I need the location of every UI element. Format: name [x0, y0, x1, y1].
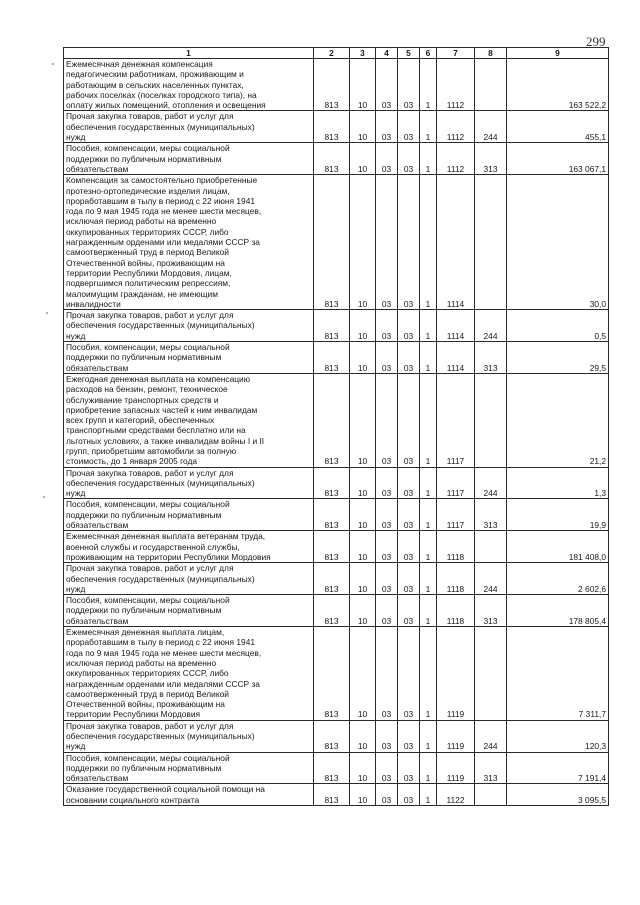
cell-target-code: 1117 [437, 499, 475, 531]
cell-amount: 21,2 [507, 373, 609, 467]
column-header: 5 [398, 48, 420, 59]
cell-expense-type-code: 313 [475, 342, 507, 374]
cell-subprogram-code: 1 [420, 499, 437, 531]
cell-program-code: 03 [398, 467, 420, 499]
table-row [64, 595, 609, 627]
cell-subsection-code: 03 [376, 59, 398, 111]
cell-ministry-code: 813 [314, 342, 350, 374]
cell-expense-type-code [475, 59, 507, 111]
cell-amount: 120,3 [507, 720, 609, 752]
table-row [64, 342, 609, 374]
cell-expense-type-code: 313 [475, 499, 507, 531]
cell-section-code: 10 [350, 373, 376, 467]
row-description: Прочая закупка товаров, работ и услуг для обеспечения государственных (муниципальных) нужд [64, 563, 314, 595]
cell-section-code: 10 [350, 111, 376, 143]
cell-amount: 163 522,2 [507, 59, 609, 111]
cell-section-code: 10 [350, 342, 376, 374]
cell-amount: 7 311,7 [507, 627, 609, 721]
cell-subsection-code: 03 [376, 627, 398, 721]
cell-subsection-code: 03 [376, 531, 398, 563]
cell-subsection-code: 03 [376, 467, 398, 499]
cell-section-code: 10 [350, 175, 376, 310]
cell-amount: 181 408,0 [507, 531, 609, 563]
cell-subprogram-code: 1 [420, 752, 437, 784]
cell-section-code: 10 [350, 531, 376, 563]
cell-target-code: 1119 [437, 627, 475, 721]
row-description: Ежемесячная денежная компенсация педагогическим работникам, проживающим и работающим в сельских населенных пунктах, рабочих поселках (поселках городского типа), на оплату жилых помещений, отопления и освещения [64, 59, 314, 111]
scan-speck [52, 63, 54, 65]
cell-subprogram-code: 1 [420, 310, 437, 342]
cell-expense-type-code: 313 [475, 595, 507, 627]
column-header: 6 [420, 48, 437, 59]
cell-target-code: 1112 [437, 143, 475, 175]
cell-expense-type-code: 244 [475, 310, 507, 342]
row-description: Компенсация за самостоятельно приобретенные протезно-ортопедические изделия лицам, проработавшим в тылу в период с 22 июня 1941 года по 9 мая 1945 года не менее шести месяцев, исключая период работы на временно оккупированных территориях СССР, либо награжденным орденами или медалями СССР за самоотверженный труд в период Великой Отечественной войны, проживающим на территории Республики Мордовия, лицам, подвергшимся политическим репрессиям, малоимущим гражданам, не имеющим инвалидности [64, 175, 314, 310]
cell-ministry-code: 813 [314, 499, 350, 531]
cell-program-code: 03 [398, 627, 420, 721]
cell-subprogram-code: 1 [420, 342, 437, 374]
cell-target-code: 1118 [437, 563, 475, 595]
cell-subsection-code: 03 [376, 563, 398, 595]
cell-ministry-code: 813 [314, 59, 350, 111]
cell-program-code: 03 [398, 752, 420, 784]
cell-target-code: 1117 [437, 467, 475, 499]
cell-expense-type-code [475, 373, 507, 467]
cell-subsection-code: 03 [376, 342, 398, 374]
cell-subsection-code: 03 [376, 111, 398, 143]
row-description: Прочая закупка товаров, работ и услуг для обеспечения государственных (муниципальных) нужд [64, 111, 314, 143]
cell-ministry-code: 813 [314, 111, 350, 143]
table-row [64, 720, 609, 752]
cell-subsection-code: 03 [376, 373, 398, 467]
table-row [64, 175, 609, 310]
cell-target-code: 1114 [437, 175, 475, 310]
row-description: Пособия, компенсации, меры социальной поддержки по публичным нормативным обязательствам [64, 752, 314, 784]
cell-program-code: 03 [398, 59, 420, 111]
cell-ministry-code: 813 [314, 531, 350, 563]
cell-subsection-code: 03 [376, 595, 398, 627]
cell-program-code: 03 [398, 175, 420, 310]
cell-expense-type-code: 244 [475, 111, 507, 143]
cell-target-code: 1119 [437, 720, 475, 752]
cell-subprogram-code: 1 [420, 595, 437, 627]
cell-ministry-code: 813 [314, 720, 350, 752]
row-description: Прочая закупка товаров, работ и услуг для обеспечения государственных (муниципальных) нужд [64, 720, 314, 752]
cell-section-code: 10 [350, 563, 376, 595]
column-header: 1 [64, 48, 314, 59]
cell-ministry-code: 813 [314, 784, 350, 806]
cell-amount: 455,1 [507, 111, 609, 143]
cell-subsection-code: 03 [376, 752, 398, 784]
cell-subprogram-code: 1 [420, 373, 437, 467]
cell-subprogram-code: 1 [420, 59, 437, 111]
cell-program-code: 03 [398, 143, 420, 175]
cell-amount: 2 602,6 [507, 563, 609, 595]
cell-amount: 7 191,4 [507, 752, 609, 784]
cell-section-code: 10 [350, 499, 376, 531]
cell-subprogram-code: 1 [420, 531, 437, 563]
cell-section-code: 10 [350, 595, 376, 627]
cell-program-code: 03 [398, 310, 420, 342]
cell-target-code: 1119 [437, 752, 475, 784]
cell-ministry-code: 813 [314, 310, 350, 342]
table-row [64, 627, 609, 721]
row-description: Ежемесячная денежная выплата лицам, проработавшим в тылу в период с 22 июня 1941 года по 9 мая 1945 года не менее шести месяцев, исключая период работы на временно оккупированных территориях СССР, либо награжденным орденами или медалями СССР за самоотверженный труд в период Великой Отечественной войны, проживающим на территории Республики Мордовия [64, 627, 314, 721]
row-description: Оказание государственной социальной помощи на основании социального контракта [64, 784, 314, 806]
cell-ministry-code: 813 [314, 467, 350, 499]
cell-subprogram-code: 1 [420, 784, 437, 806]
column-header: 3 [350, 48, 376, 59]
cell-section-code: 10 [350, 720, 376, 752]
cell-target-code: 1114 [437, 310, 475, 342]
cell-expense-type-code [475, 627, 507, 721]
cell-section-code: 10 [350, 784, 376, 806]
cell-ministry-code: 813 [314, 627, 350, 721]
cell-ministry-code: 813 [314, 373, 350, 467]
cell-amount: 163 067,1 [507, 143, 609, 175]
table-row [64, 752, 609, 784]
row-description: Ежегодная денежная выплата на компенсацию расходов на бензин, ремонт, техническое обслуживание транспортных средств и приобретение запасных частей к ним инвалидам всех групп и категорий, обеспеченных транспортными средствами бесплатно или на льготных условиях, а также инвалидам войны I и II групп, приобретшим автомобили за полную стоимость, до 1 января 2005 года [64, 373, 314, 467]
table-row [64, 310, 609, 342]
budget-table [63, 47, 609, 806]
cell-target-code: 1112 [437, 59, 475, 111]
cell-program-code: 03 [398, 720, 420, 752]
row-description: Пособия, компенсации, меры социальной поддержки по публичным нормативным обязательствам [64, 342, 314, 374]
cell-subsection-code: 03 [376, 499, 398, 531]
scan-speck [43, 496, 45, 498]
cell-section-code: 10 [350, 59, 376, 111]
cell-subsection-code: 03 [376, 784, 398, 806]
table-row [64, 499, 609, 531]
cell-program-code: 03 [398, 342, 420, 374]
cell-subprogram-code: 1 [420, 467, 437, 499]
table-row [64, 531, 609, 563]
cell-program-code: 03 [398, 595, 420, 627]
row-description: Пособия, компенсации, меры социальной поддержки по публичным нормативным обязательствам [64, 143, 314, 175]
row-description: Прочая закупка товаров, работ и услуг для обеспечения государственных (муниципальных) нужд [64, 467, 314, 499]
table-row [64, 143, 609, 175]
cell-target-code: 1118 [437, 595, 475, 627]
cell-subsection-code: 03 [376, 310, 398, 342]
cell-expense-type-code: 244 [475, 720, 507, 752]
header-row [64, 48, 609, 59]
cell-subsection-code: 03 [376, 720, 398, 752]
cell-expense-type-code [475, 175, 507, 310]
cell-amount: 0,5 [507, 310, 609, 342]
cell-ministry-code: 813 [314, 143, 350, 175]
cell-target-code: 1118 [437, 531, 475, 563]
cell-amount: 178 805,4 [507, 595, 609, 627]
cell-section-code: 10 [350, 310, 376, 342]
cell-program-code: 03 [398, 373, 420, 467]
cell-section-code: 10 [350, 752, 376, 784]
cell-ministry-code: 813 [314, 752, 350, 784]
row-description: Пособия, компенсации, меры социальной поддержки по публичным нормативным обязательствам [64, 499, 314, 531]
cell-amount: 30,0 [507, 175, 609, 310]
scan-speck [46, 312, 48, 314]
cell-subprogram-code: 1 [420, 563, 437, 595]
cell-expense-type-code: 244 [475, 563, 507, 595]
table-row [64, 373, 609, 467]
cell-subsection-code: 03 [376, 175, 398, 310]
cell-target-code: 1117 [437, 373, 475, 467]
cell-program-code: 03 [398, 499, 420, 531]
cell-amount: 19,9 [507, 499, 609, 531]
cell-subprogram-code: 1 [420, 175, 437, 310]
cell-target-code: 1112 [437, 111, 475, 143]
cell-section-code: 10 [350, 467, 376, 499]
row-description: Прочая закупка товаров, работ и услуг для обеспечения государственных (муниципальных) нужд [64, 310, 314, 342]
table-row [64, 563, 609, 595]
column-header: 7 [437, 48, 475, 59]
cell-expense-type-code: 313 [475, 752, 507, 784]
cell-section-code: 10 [350, 627, 376, 721]
column-header: 2 [314, 48, 350, 59]
cell-program-code: 03 [398, 111, 420, 143]
table-row [64, 467, 609, 499]
column-header: 4 [376, 48, 398, 59]
cell-subprogram-code: 1 [420, 627, 437, 721]
cell-expense-type-code [475, 531, 507, 563]
table-row [64, 784, 609, 806]
cell-subprogram-code: 1 [420, 143, 437, 175]
row-description: Ежемесячная денежная выплата ветеранам труда, военной службы и государственной службы, проживающим на территории Республики Мордовия [64, 531, 314, 563]
cell-subsection-code: 03 [376, 143, 398, 175]
cell-expense-type-code: 313 [475, 143, 507, 175]
cell-target-code: 1114 [437, 342, 475, 374]
cell-amount: 3 095,5 [507, 784, 609, 806]
cell-amount: 1,3 [507, 467, 609, 499]
column-header: 9 [507, 48, 609, 59]
row-description: Пособия, компенсации, меры социальной поддержки по публичным нормативным обязательствам [64, 595, 314, 627]
table-row [64, 111, 609, 143]
cell-program-code: 03 [398, 531, 420, 563]
cell-section-code: 10 [350, 143, 376, 175]
cell-ministry-code: 813 [314, 563, 350, 595]
cell-subprogram-code: 1 [420, 111, 437, 143]
cell-program-code: 03 [398, 784, 420, 806]
cell-ministry-code: 813 [314, 595, 350, 627]
page-number: 299 [586, 34, 606, 49]
cell-program-code: 03 [398, 563, 420, 595]
cell-ministry-code: 813 [314, 175, 350, 310]
cell-expense-type-code [475, 784, 507, 806]
column-header: 8 [475, 48, 507, 59]
cell-amount: 29,5 [507, 342, 609, 374]
table-row [64, 59, 609, 111]
cell-subprogram-code: 1 [420, 720, 437, 752]
cell-expense-type-code: 244 [475, 467, 507, 499]
cell-target-code: 1122 [437, 784, 475, 806]
